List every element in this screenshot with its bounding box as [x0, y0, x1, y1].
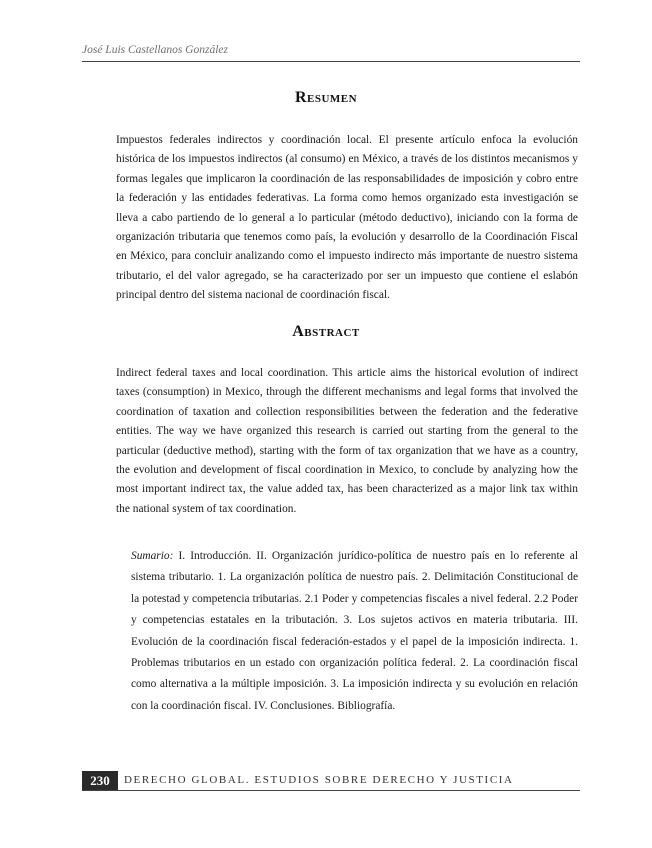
- page-number-badge: 230: [82, 771, 118, 791]
- sumario-block: [131, 546, 578, 717]
- footer-rule: [82, 790, 580, 791]
- resumen-body: Impuestos federales indirectos y coordinación local. El presente artículo enfoca la evolución histórica de los impuestos indirectos (al consumo) en México, a través de los distintos mecanismos y formas legales que implicaron la coordinación de las responsabilidades de imposición y cobro entre la federación y las entidades federativas. La forma como hemos organizado esta investigación se lleva a cabo partiendo de lo general a lo particular (método deductivo), iniciando con la forma de organización tributaria que tenemos como país, la evolución y desarrollo de la Coordinación Fiscal en México, para concluir analizando como el impuesto indirecto más importante de nuestro sistema tributario, el del valor agregado, se ha caracterizado por ser un impuesto que contiene el eslabón principal dentro del sistema nacional de coordinación fiscal.: [116, 134, 578, 302]
- sumario-label: Sumario:: [131, 550, 174, 562]
- resumen-title: Resumen: [294, 89, 358, 106]
- running-head-author: José Luis Castellanos González: [82, 44, 228, 56]
- journal-title: DERECHO GLOBAL. ESTUDIOS SOBRE DERECHO Y JUSTICIA: [124, 774, 514, 786]
- header-rule: [82, 61, 580, 62]
- abstract-body: Indirect federal taxes and local coordination. This article aims the historical evolution of indirect taxes (consumption) in Mexico, through the different mechanisms and legal forms that involved the coordination of taxation and collection responsibilities between the federation and the federative entities. The way we have organized this research is carried out starting from the general to the particular (deductive method), starting with the form of tax organization that we have as a country, the evolution and development of fiscal coordination in Mexico, to conclude by analyzing how the most important indirect tax, the value added tax, has been characterized as a major link tax within the national system of tax coordination.: [116, 367, 578, 515]
- abstract-title: Abstract: [292, 323, 360, 340]
- sumario-body: I. Introducción. II. Organización jurídico-política de nuestro país en lo referente al sistema tributario. 1. La organización política de nuestro país. 2. Delimitación Constitucional de la potestad y competencia tributarias. 2.1 Poder y competencias fiscales a nivel federal. 2.2 Poder y competencias estatales en la tributación. 3. Los sujetos activos en materia tributaria. III. Evolución de la coordinación fiscal federación-estados y el papel de la imposición indirecta. 1. Problemas tributarios en un estado con organización política federal. 2. La coordinación fiscal como alternativa a la múltiple imposición. 3. La imposición indirecta y su evolución en relación con la coordinación fiscal. IV. Conclusiones. Bibliografía.: [131, 550, 578, 712]
